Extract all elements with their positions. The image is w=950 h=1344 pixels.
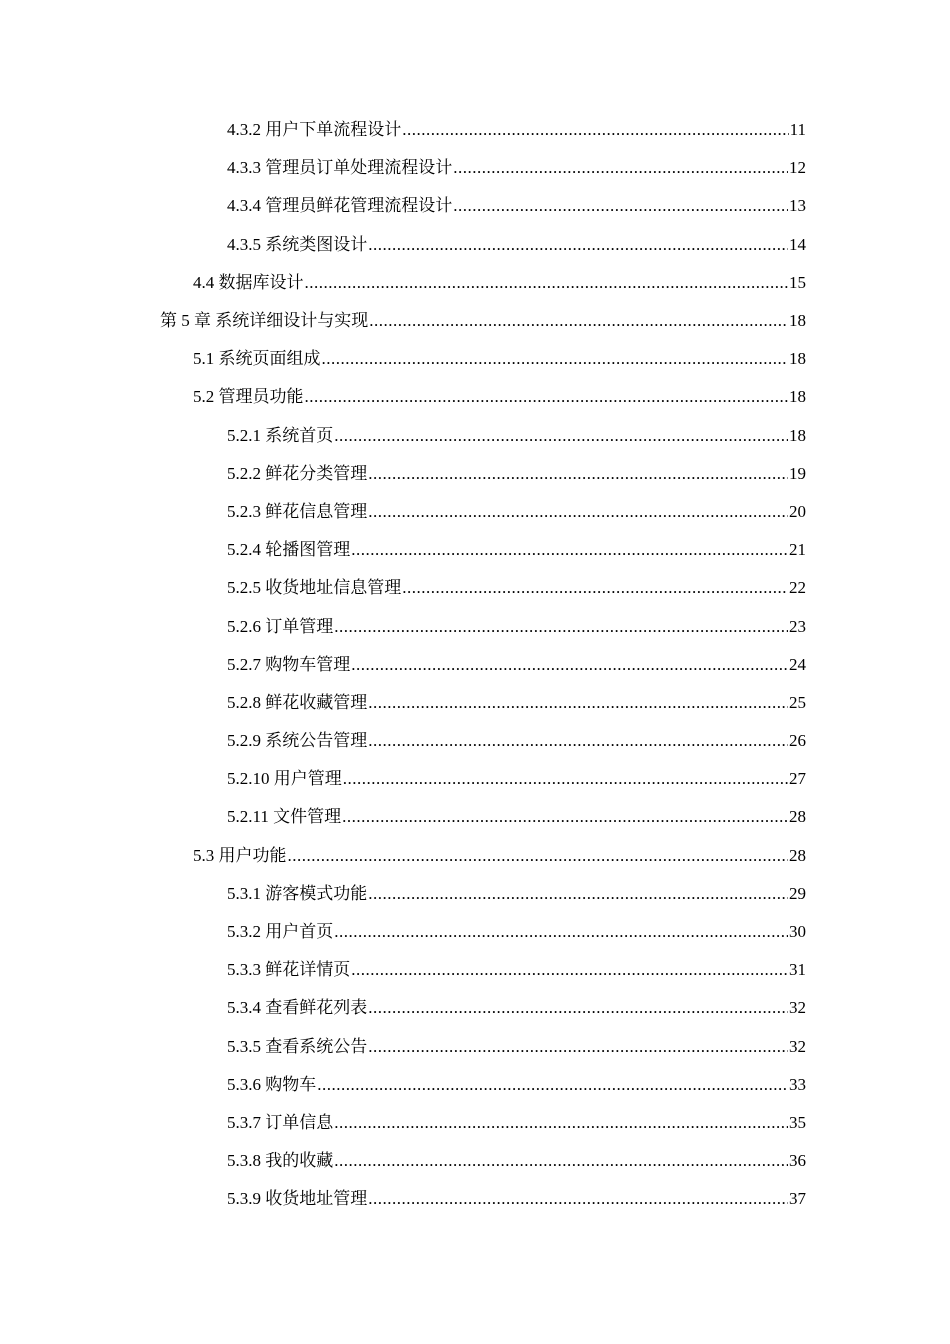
toc-entry-title: 5.3.3 鲜花详情页 xyxy=(227,960,351,980)
toc-entry-title: 4.3.4 管理员鲜花管理流程设计 xyxy=(227,196,453,216)
toc-entry-line xyxy=(227,111,950,149)
toc-entry-title: 5.2.10 用户管理 xyxy=(227,769,342,789)
toc-entry-title: 5.3.1 游客模式功能 xyxy=(227,883,368,903)
toc-entry-title: 5.2.11 文件管理 xyxy=(227,807,342,827)
toc-entry[interactable] xyxy=(0,226,950,264)
toc-entry[interactable] xyxy=(0,1142,950,1180)
toc-entry-line xyxy=(227,951,950,989)
toc-entry-page-number: 35 xyxy=(789,1112,806,1132)
toc-entry-line xyxy=(227,226,950,264)
toc-entry-line xyxy=(193,837,950,875)
toc-dot-leader xyxy=(368,493,788,531)
toc-entry[interactable] xyxy=(0,913,950,951)
toc-dot-leader xyxy=(402,569,788,607)
toc-entry-line xyxy=(160,302,950,340)
toc-entry-line xyxy=(227,875,950,913)
toc-entry[interactable] xyxy=(0,1104,950,1142)
toc-entry-page-number: 37 xyxy=(789,1189,806,1209)
toc-entry-line xyxy=(227,913,950,951)
toc-entry-line xyxy=(227,646,950,684)
toc-entry-title: 5.2.6 订单管理 xyxy=(227,616,334,636)
toc-entry[interactable] xyxy=(0,837,950,875)
toc-entry[interactable] xyxy=(0,493,950,531)
toc-entry-page-number: 32 xyxy=(789,998,806,1018)
toc-entry-title: 5.3.4 查看鲜花列表 xyxy=(227,998,368,1018)
toc-entry-page-number: 23 xyxy=(789,616,806,636)
toc-entry-line xyxy=(227,149,950,187)
toc-entry-line xyxy=(227,531,950,569)
toc-entry-line xyxy=(193,378,950,416)
toc-entry-line xyxy=(227,187,950,225)
table-of-contents xyxy=(0,111,950,1218)
toc-entry[interactable] xyxy=(0,111,950,149)
toc-dot-leader xyxy=(402,111,788,149)
toc-entry-line xyxy=(227,455,950,493)
toc-entry[interactable] xyxy=(0,760,950,798)
toc-entry-line xyxy=(227,1180,950,1218)
toc-entry-line xyxy=(227,1142,950,1180)
toc-entry-line xyxy=(193,340,950,378)
toc-dot-leader xyxy=(334,608,788,646)
toc-dot-leader xyxy=(334,417,788,455)
toc-dot-leader xyxy=(334,913,788,951)
toc-entry-page-number: 33 xyxy=(789,1074,806,1094)
toc-entry-page-number: 27 xyxy=(789,769,806,789)
toc-dot-leader xyxy=(305,378,789,416)
toc-entry-page-number: 20 xyxy=(789,501,806,521)
toc-entry-title: 5.3.7 订单信息 xyxy=(227,1112,334,1132)
toc-entry-title: 5.2.5 收货地址信息管理 xyxy=(227,578,402,598)
toc-dot-leader xyxy=(351,951,788,989)
toc-entry-page-number: 18 xyxy=(789,349,806,369)
toc-entry-page-number: 26 xyxy=(789,731,806,751)
toc-entry-title: 5.2.9 系统公告管理 xyxy=(227,731,368,751)
toc-dot-leader xyxy=(368,684,788,722)
toc-entry-page-number: 24 xyxy=(789,654,806,674)
toc-entry-page-number: 32 xyxy=(789,1036,806,1056)
toc-entry-line xyxy=(227,798,950,836)
toc-entry[interactable] xyxy=(0,340,950,378)
toc-entry-line xyxy=(193,264,950,302)
toc-dot-leader xyxy=(368,875,788,913)
toc-entry[interactable] xyxy=(0,607,950,645)
toc-entry[interactable] xyxy=(0,531,950,569)
toc-entry-page-number: 28 xyxy=(789,807,806,827)
toc-entry-title: 5.1 系统页面组成 xyxy=(193,349,321,369)
toc-entry-title: 5.3.9 收货地址管理 xyxy=(227,1189,368,1209)
toc-entry[interactable] xyxy=(0,798,950,836)
toc-entry-page-number: 18 xyxy=(789,425,806,445)
toc-entry-page-number: 30 xyxy=(789,922,806,942)
toc-entry[interactable] xyxy=(0,989,950,1027)
toc-entry-title: 第 5 章 系统详细设计与实现 xyxy=(160,311,369,331)
toc-entry-line xyxy=(227,1104,950,1142)
toc-dot-leader xyxy=(368,722,788,760)
toc-entry[interactable] xyxy=(0,1066,950,1104)
toc-entry-title: 5.3.8 我的收藏 xyxy=(227,1151,334,1171)
toc-entry[interactable] xyxy=(0,264,950,302)
toc-entry-title: 4.3.3 管理员订单处理流程设计 xyxy=(227,158,453,178)
toc-entry-page-number: 25 xyxy=(789,692,806,712)
toc-entry-title: 5.3.2 用户首页 xyxy=(227,922,334,942)
toc-entry-page-number: 21 xyxy=(789,540,806,560)
toc-entry-title: 5.3 用户功能 xyxy=(193,845,287,865)
toc-entry-line xyxy=(227,1028,950,1066)
toc-dot-leader xyxy=(351,531,788,569)
toc-dot-leader xyxy=(453,187,788,225)
toc-entry-page-number: 18 xyxy=(789,387,806,407)
toc-entry[interactable] xyxy=(0,302,950,340)
toc-entry-line xyxy=(227,608,950,646)
toc-entry-page-number: 18 xyxy=(789,311,806,331)
toc-entry-title: 5.2.4 轮播图管理 xyxy=(227,540,351,560)
toc-entry[interactable] xyxy=(0,684,950,722)
toc-entry-line xyxy=(227,493,950,531)
toc-dot-leader xyxy=(453,149,788,187)
toc-dot-leader xyxy=(368,989,788,1027)
toc-entry-page-number: 19 xyxy=(789,463,806,483)
toc-entry-page-number: 11 xyxy=(789,120,806,140)
toc-entry-page-number: 13 xyxy=(789,196,806,216)
toc-entry-title: 5.3.5 查看系统公告 xyxy=(227,1036,368,1056)
toc-entry[interactable] xyxy=(0,455,950,493)
toc-entry-title: 5.2.8 鲜花收藏管理 xyxy=(227,692,368,712)
toc-entry-line xyxy=(227,684,950,722)
toc-dot-leader xyxy=(368,226,788,264)
toc-entry[interactable] xyxy=(0,378,950,416)
toc-entry-title: 4.3.5 系统类图设计 xyxy=(227,234,368,254)
toc-entry-page-number: 12 xyxy=(789,158,806,178)
toc-entry-title: 5.2 管理员功能 xyxy=(193,387,304,407)
toc-dot-leader xyxy=(368,1180,788,1218)
toc-entry[interactable] xyxy=(0,1180,950,1218)
toc-dot-leader xyxy=(334,1104,788,1142)
toc-entry-line xyxy=(227,989,950,1027)
toc-entry[interactable] xyxy=(0,187,950,225)
toc-entry-title: 5.3.6 购物车 xyxy=(227,1074,317,1094)
toc-entry[interactable] xyxy=(0,149,950,187)
toc-entry[interactable] xyxy=(0,722,950,760)
toc-dot-leader xyxy=(305,264,789,302)
toc-dot-leader xyxy=(351,646,788,684)
toc-dot-leader xyxy=(317,1066,788,1104)
toc-entry[interactable] xyxy=(0,1028,950,1066)
toc-dot-leader xyxy=(368,455,788,493)
toc-entry-title: 4.3.2 用户下单流程设计 xyxy=(227,120,402,140)
toc-entry[interactable] xyxy=(0,569,950,607)
toc-entry-line xyxy=(227,1066,950,1104)
toc-entry[interactable] xyxy=(0,875,950,913)
toc-entry-line xyxy=(227,569,950,607)
toc-entry-page-number: 31 xyxy=(789,960,806,980)
toc-entry-title: 5.2.1 系统首页 xyxy=(227,425,334,445)
toc-entry-page-number: 14 xyxy=(789,234,806,254)
toc-entry-title: 5.2.2 鲜花分类管理 xyxy=(227,463,368,483)
toc-entry-line xyxy=(227,722,950,760)
toc-dot-leader xyxy=(343,760,788,798)
toc-entry-title: 5.2.7 购物车管理 xyxy=(227,654,351,674)
toc-entry-line xyxy=(227,417,950,455)
toc-entry[interactable] xyxy=(0,417,950,455)
toc-entry[interactable] xyxy=(0,646,950,684)
toc-dot-leader xyxy=(334,1142,788,1180)
toc-entry-page-number: 15 xyxy=(789,272,806,292)
toc-entry-page-number: 22 xyxy=(789,578,806,598)
toc-dot-leader xyxy=(369,302,788,340)
toc-dot-leader xyxy=(322,340,789,378)
toc-entry-title: 4.4 数据库设计 xyxy=(193,272,304,292)
toc-dot-leader xyxy=(288,837,789,875)
toc-entry-page-number: 29 xyxy=(789,883,806,903)
toc-dot-leader xyxy=(342,798,788,836)
toc-entry-page-number: 36 xyxy=(789,1151,806,1171)
toc-entry-title: 5.2.3 鲜花信息管理 xyxy=(227,501,368,521)
toc-entry-line xyxy=(227,760,950,798)
toc-dot-leader xyxy=(368,1028,788,1066)
toc-entry[interactable] xyxy=(0,951,950,989)
toc-entry-page-number: 28 xyxy=(789,845,806,865)
